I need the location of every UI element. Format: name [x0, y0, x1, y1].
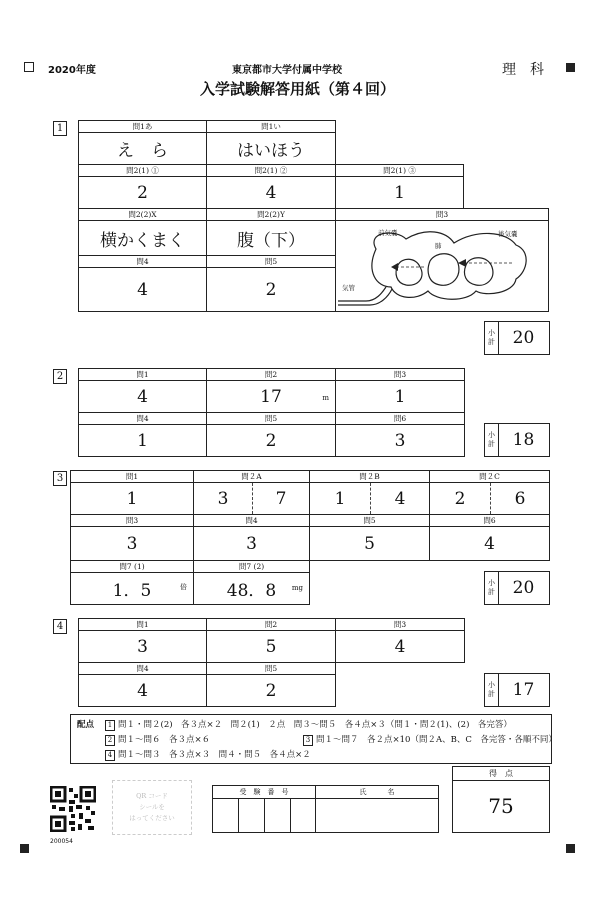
question-label: 問4: [79, 256, 206, 268]
answer-cell-q1: [78, 618, 207, 663]
question-label: 問1い: [207, 121, 335, 133]
question-label: 問7 (1): [71, 561, 193, 573]
answer-value: 3: [126, 533, 138, 554]
answer-value: 6: [514, 488, 526, 509]
question-label: 問6: [430, 515, 549, 527]
diagram-label-lung: 肺: [435, 242, 442, 250]
points-row: 問１・問２(2) 各３点×２ 問２(1) ２点 問３～問５ 各４点×３（問１・問２(1)、(2) 各完答）: [118, 720, 512, 730]
answer-value: 4: [137, 680, 148, 701]
exam-year: 2020年度: [48, 65, 96, 76]
question-label: 問3: [71, 515, 193, 527]
question-label: 問5: [207, 256, 335, 268]
answer-value: え ら: [117, 141, 168, 161]
answer-cell-q1i: [206, 120, 336, 165]
answer-cell-q3: [70, 514, 194, 561]
answer-cell-q7-2: [193, 560, 310, 605]
answer-value: 17: [260, 386, 282, 407]
registration-mark: [566, 844, 575, 853]
question-label: 問3: [336, 209, 548, 221]
answer-cell-q2: [206, 618, 336, 663]
answer-value: 2: [265, 279, 277, 300]
answer-cell-q4: [193, 514, 310, 561]
subtotal-value: 18: [512, 430, 535, 450]
answer-cell-q7-1: [70, 560, 194, 605]
registration-mark-outline: [24, 62, 34, 72]
section-number: 3: [53, 471, 67, 486]
section-number: 3: [303, 735, 313, 746]
answer-cell-q5: [206, 255, 336, 312]
question-label: 問5: [207, 663, 335, 675]
answer-value: 2: [265, 430, 277, 451]
section-number: 2: [53, 369, 67, 384]
section-number: 4: [105, 750, 115, 761]
answer-value: 1: [137, 430, 148, 451]
question-label: 問1: [79, 619, 206, 631]
answer-value: 3: [394, 430, 406, 451]
answer-cell-q22x: [78, 208, 207, 256]
subtotal-box: 小 計 18: [484, 423, 550, 457]
qr-code: [50, 786, 96, 832]
page-title: 入学試験解答用紙（第４回）: [200, 80, 396, 98]
question-label: 問4: [79, 663, 206, 675]
question-label: 問2: [207, 619, 335, 631]
answer-value: 4: [394, 636, 406, 657]
section-number: 4: [53, 619, 67, 634]
total-score-box: [452, 766, 550, 833]
answer-cell-q1: [78, 368, 207, 413]
subtotal-box: 小 計 17: [484, 673, 550, 707]
section-number: 1: [53, 121, 67, 136]
question-label: 問3: [336, 369, 464, 381]
answer-value: 4: [394, 488, 406, 509]
exam-number-box: [212, 785, 316, 833]
answer-cell-q1: [70, 470, 194, 515]
answer-cell-q4: [78, 662, 207, 707]
question-label: 問4: [79, 413, 206, 425]
question-label: 問6: [336, 413, 464, 425]
total-score: 75: [488, 794, 514, 818]
answer-cell-q4: [78, 412, 207, 457]
question-label: 問1: [79, 369, 206, 381]
question-label: 問２B: [310, 471, 429, 483]
answer-cell-q6: [335, 412, 465, 457]
registration-mark: [566, 63, 575, 72]
answer-value: 2: [265, 680, 277, 701]
answer-cell-q21-3: [335, 164, 464, 209]
answer-cell-q1a: [78, 120, 207, 165]
answer-value: 7: [275, 488, 287, 509]
answer-cell-q2b: [309, 470, 430, 515]
answer-cell-q5: [309, 514, 430, 561]
question-label: 問2: [207, 369, 335, 381]
subtotal-box: 小 計 20: [484, 571, 550, 605]
points-row: 問１～問７ 各２点×10（問２A、B、C 各完答・各順不同）: [316, 735, 557, 745]
answer-cell-q3: [335, 618, 465, 663]
answer-value: 1: [334, 488, 346, 509]
question-label: 問2(1) ②: [207, 165, 335, 177]
answer-cell-q2c: [429, 470, 550, 515]
answer-value: 4: [265, 182, 277, 203]
subtotal-value: 20: [512, 578, 535, 598]
diagram-label-trachea: 気管: [342, 284, 355, 292]
answer-cell-q6: [429, 514, 550, 561]
answer-value: 5: [364, 533, 375, 554]
score-label: 得 点: [453, 767, 549, 781]
answer-cell-q5: [206, 412, 336, 457]
subtotal-value: 20: [512, 328, 535, 348]
answer-value: 1: [394, 182, 405, 203]
answer-cell-q21-1: [78, 164, 207, 209]
subtotal-box: 小 計 20: [484, 321, 550, 355]
question-label: 問２A: [194, 471, 309, 483]
answer-value: 2: [454, 488, 466, 509]
answer-cell-q5: [206, 662, 336, 707]
unit-label: mg: [291, 584, 303, 592]
question-label: 問2(1) ③: [336, 165, 463, 177]
question-label: 問2(2)X: [79, 209, 206, 221]
question-label: 問5: [310, 515, 429, 527]
section-number: 1: [105, 720, 115, 731]
question-label: 問1あ: [79, 121, 206, 133]
answer-value: はいほう: [237, 141, 305, 161]
answer-value: 4: [137, 279, 148, 300]
exam-number-label: 受 験 番 号: [213, 786, 315, 799]
answer-value: 4: [137, 386, 148, 407]
answer-cell-q3-diagram: [335, 208, 549, 312]
points-row: 問１～問３ 各３点×３ 問４・問５ 各４点×２: [118, 750, 311, 760]
section-number: 2: [105, 735, 115, 746]
diagram-label-back: 後気嚢: [498, 230, 518, 238]
points-label: 配点: [77, 720, 95, 730]
school-name: 東京都市大学付属中学校: [232, 65, 342, 76]
unit-label: 倍: [180, 583, 187, 591]
points-allocation: [70, 714, 557, 764]
answer-cell-q2: [206, 368, 336, 413]
answer-value: 腹（下）: [237, 230, 305, 251]
question-label: 問3: [336, 619, 464, 631]
name-label: 氏 名: [316, 786, 438, 799]
subject: 理 科: [502, 62, 544, 78]
question-label: 問1: [71, 471, 193, 483]
question-label: 問２C: [430, 471, 549, 483]
answer-cell-q22y: [206, 208, 336, 256]
answer-value: 48．8: [226, 581, 277, 601]
answer-value: 4: [484, 533, 495, 554]
question-label: 問2(1) ①: [79, 165, 206, 177]
answer-value: 3: [246, 533, 257, 554]
answer-value: 5: [265, 636, 277, 657]
question-label: 問4: [194, 515, 309, 527]
answer-value: 横かくまく: [100, 230, 185, 251]
question-label: 問2(2)Y: [207, 209, 335, 221]
points-row: 問１～問６ 各３点×６: [118, 735, 211, 745]
answer-cell-q3: [335, 368, 465, 413]
diagram-label-front: 前気嚢: [378, 229, 398, 237]
subtotal-value: 17: [512, 680, 535, 700]
answer-cell-q2a: [193, 470, 310, 515]
unit-label: m: [322, 394, 329, 402]
sheet-code: 200054: [50, 838, 73, 845]
name-box: [315, 785, 439, 833]
question-label: 問7 (2): [194, 561, 309, 573]
answer-value: 1: [394, 386, 406, 407]
answer-cell-q4: [78, 255, 207, 312]
registration-mark: [20, 844, 29, 853]
answer-value: 1: [126, 488, 138, 509]
answer-cell-q21-2: [206, 164, 336, 209]
answer-value: 3: [217, 488, 229, 509]
question-label: 問5: [207, 413, 335, 425]
answer-value: 2: [137, 182, 148, 203]
qr-sticker-area: QR コード シールを はってください: [112, 780, 192, 835]
answer-value: 1．5: [112, 581, 152, 601]
answer-value: 3: [137, 636, 148, 657]
